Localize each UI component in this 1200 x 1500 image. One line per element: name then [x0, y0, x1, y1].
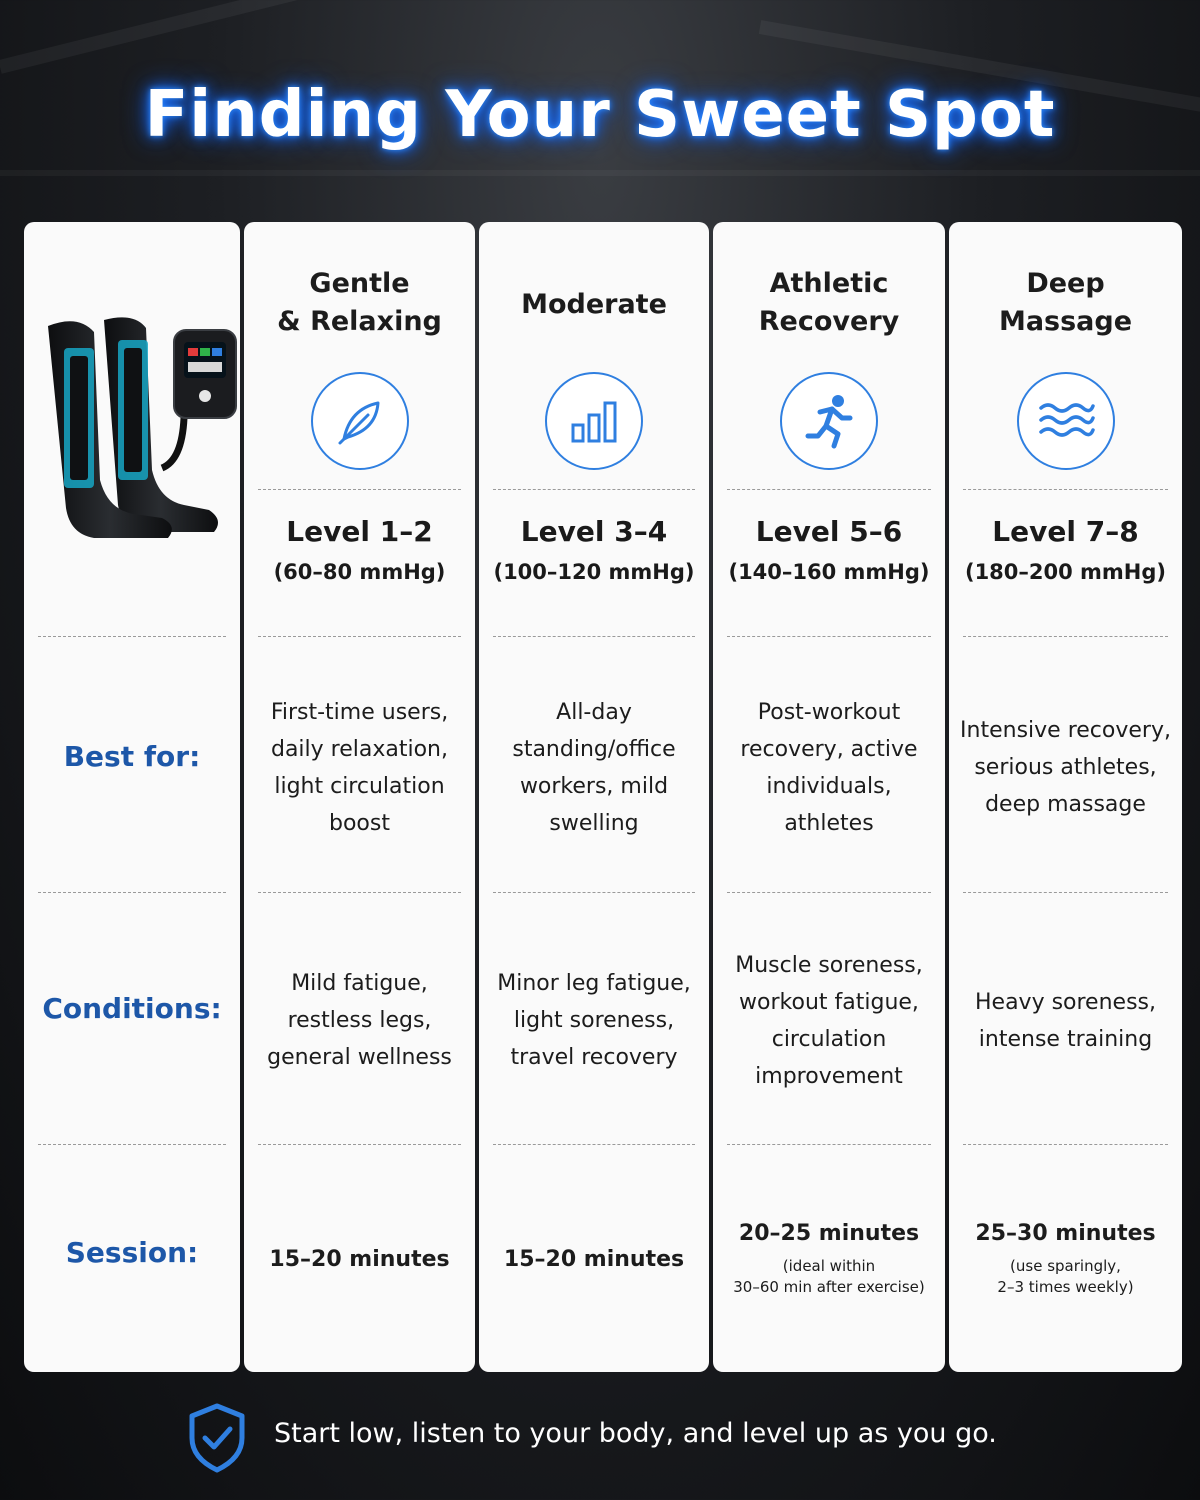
divider [258, 892, 461, 893]
divider [493, 636, 695, 637]
best-for-cell: Post-workout recovery, active individuals, athletes [740, 699, 918, 836]
session-duration: 25–30 minutes [975, 1220, 1156, 1246]
label-column [24, 222, 240, 1372]
pressure-range: (100–120 mmHg) [493, 560, 695, 584]
divider [727, 489, 931, 490]
level-range: Level 1–2 [286, 515, 433, 548]
divider [493, 1144, 695, 1145]
waves-icon [1017, 372, 1115, 470]
session-cell [717, 1146, 941, 1372]
running-person-icon [780, 372, 878, 470]
divider [38, 636, 226, 637]
compression-boots-product-image [34, 300, 244, 540]
column-heading: Deep Massage [998, 268, 1133, 337]
conditions-cell: Muscle soreness, workout fatigue, circulation improvement [735, 952, 923, 1089]
level-range: Level 7–8 [992, 515, 1139, 548]
divider [258, 1144, 461, 1145]
level-column-moderate [479, 222, 709, 1372]
best-for-cell: First-time users, daily relaxation, light circulation boost [270, 699, 449, 836]
background-beam [0, 0, 506, 74]
row-label-session: Session: [65, 1236, 199, 1269]
best-for-cell: All-day standing/office workers, mild swelling [512, 699, 676, 836]
pressure-range: (60–80 mmHg) [273, 560, 446, 584]
row-label-best-for: Best for: [63, 740, 201, 773]
feather-icon [311, 372, 409, 470]
level-column-deep [949, 222, 1182, 1372]
divider [258, 489, 461, 490]
divider [258, 636, 461, 637]
session-note: (use sparingly, 2–3 times weekly) [997, 1256, 1134, 1296]
divider [963, 1144, 1168, 1145]
divider [963, 489, 1168, 490]
best-for-cell: Intensive recovery, serious athletes, deep massage [960, 718, 1171, 817]
divider [493, 892, 695, 893]
pressure-range: (180–200 mmHg) [964, 560, 1167, 584]
divider [727, 636, 931, 637]
level-column-athletic [713, 222, 945, 1372]
conditions-cell: Minor leg fatigue, light soreness, travel recovery [497, 971, 691, 1070]
level-column-gentle [244, 222, 475, 1372]
conditions-cell: Mild fatigue, restless legs, general wellness [267, 971, 452, 1070]
session-cell [483, 1146, 705, 1372]
session-cell [953, 1146, 1178, 1372]
divider [493, 489, 695, 490]
column-heading: Moderate [521, 289, 667, 320]
column-heading: Gentle & Relaxing [277, 268, 442, 337]
divider [963, 636, 1168, 637]
shield-check-icon [186, 1402, 248, 1474]
session-duration: 15–20 minutes [503, 1246, 685, 1272]
page-title: Finding Your Sweet Spot [144, 78, 1056, 152]
row-label-conditions: Conditions: [42, 992, 222, 1025]
divider [727, 892, 931, 893]
session-duration: 15–20 minutes [269, 1246, 450, 1272]
divider [38, 1144, 226, 1145]
level-range: Level 5–6 [755, 515, 903, 548]
background-beam [0, 170, 1200, 176]
column-heading: Athletic Recovery [758, 268, 900, 337]
divider [38, 892, 226, 893]
session-note: (ideal within 30–60 min after exercise) [733, 1256, 925, 1296]
divider [727, 1144, 931, 1145]
pressure-range: (140–160 mmHg) [728, 560, 930, 584]
level-range: Level 3–4 [520, 515, 668, 548]
conditions-cell: Heavy soreness, intense training [974, 989, 1156, 1052]
footer-tip: Start low, listen to your body, and level up as you go. [274, 1418, 997, 1449]
session-cell [248, 1146, 471, 1372]
bar-chart-icon [545, 372, 643, 470]
session-duration: 20–25 minutes [738, 1220, 920, 1246]
divider [963, 892, 1168, 893]
